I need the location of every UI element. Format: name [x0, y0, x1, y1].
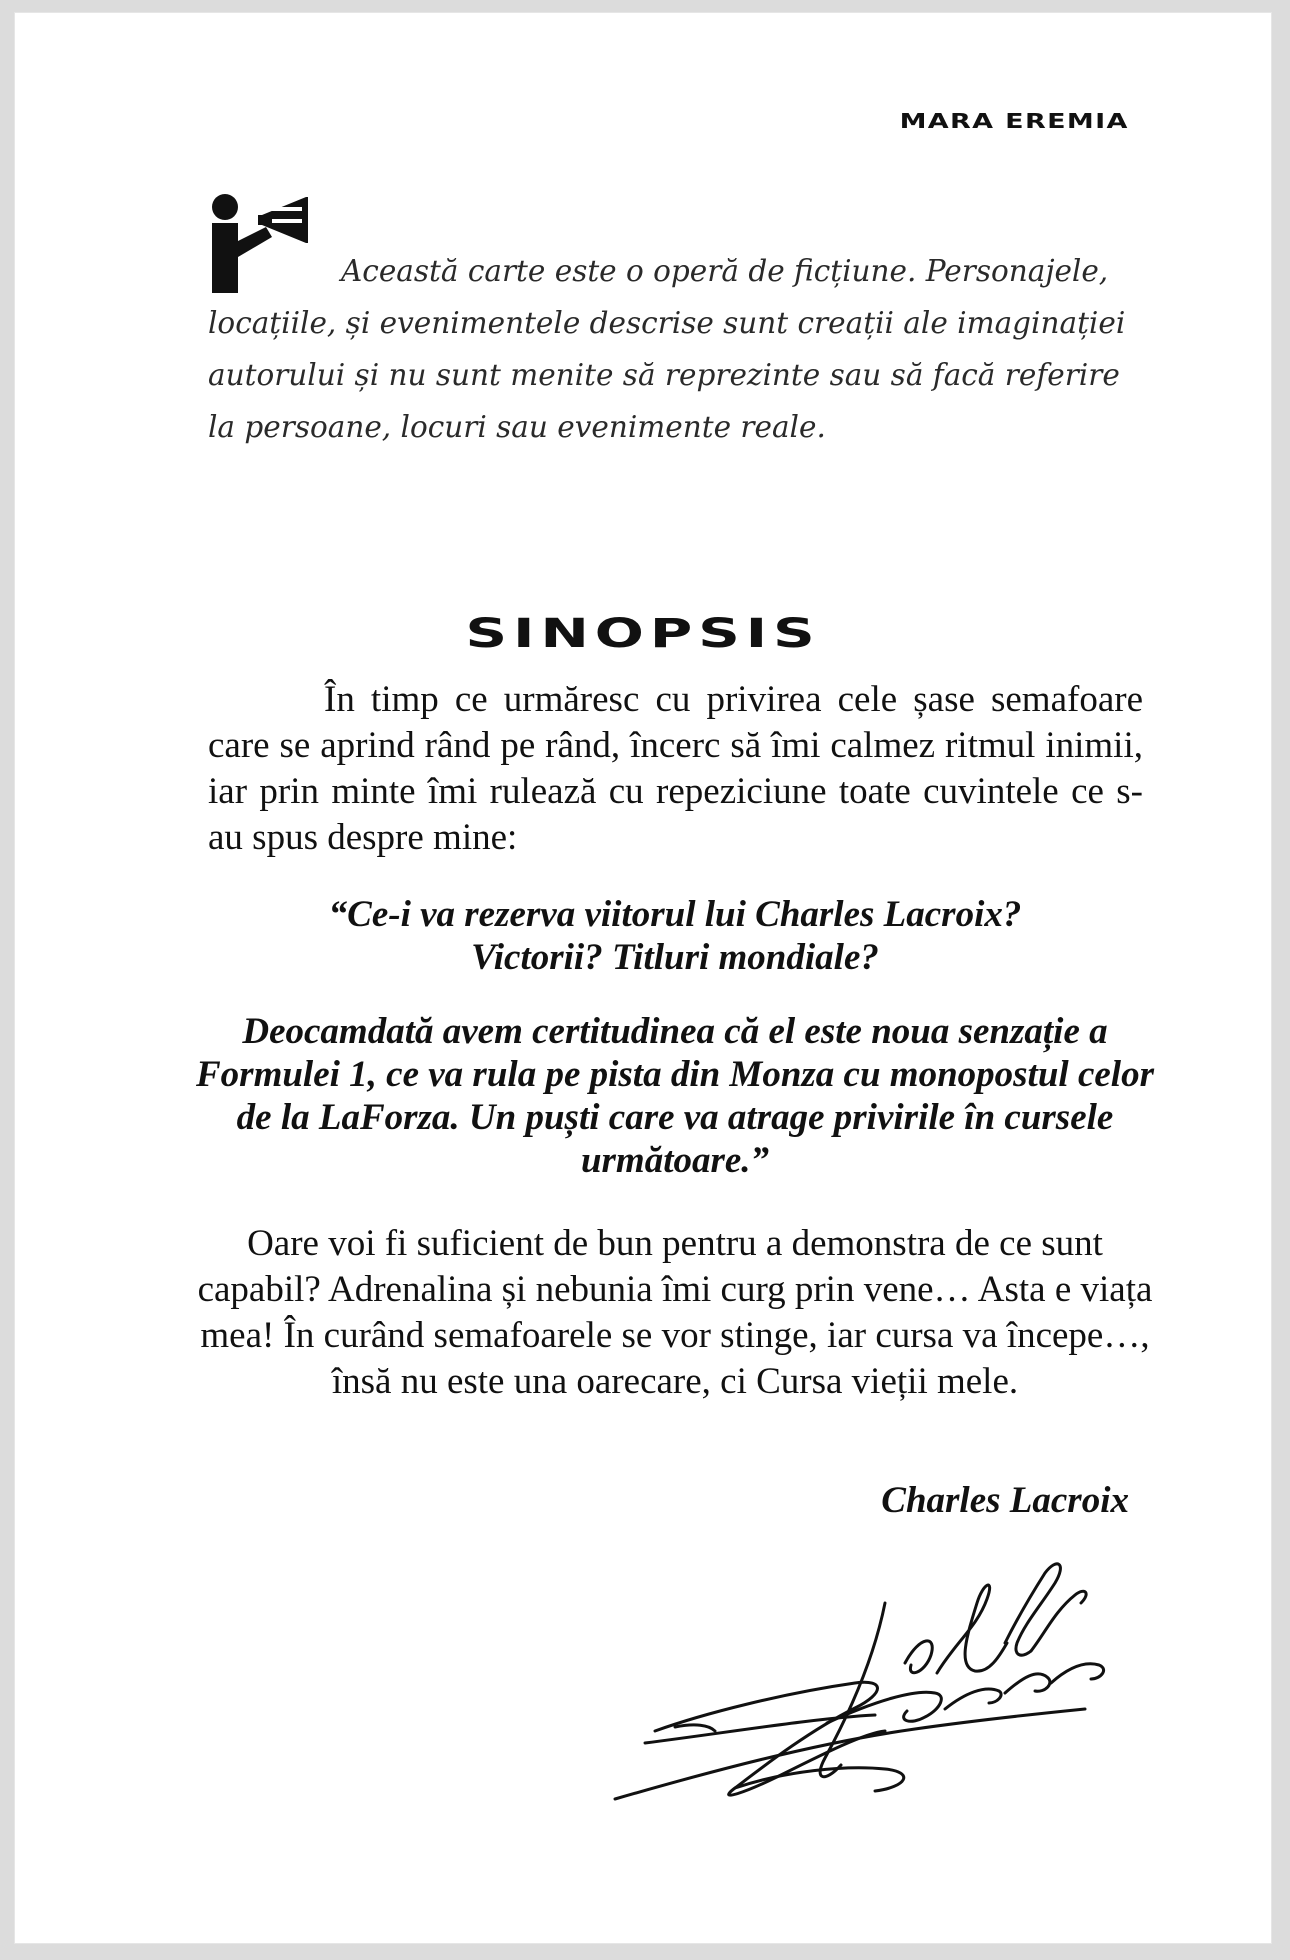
press-quote-question	[195, 893, 1155, 979]
megaphone-person-icon	[208, 193, 333, 293]
book-page	[14, 12, 1272, 1944]
author-header: MARA EREMIA	[899, 109, 1129, 133]
disclaimer-text: Această carte este o operă de ficțiune. Personajele, locațiile, și evenimentele descrise sunt creații ale imaginației autorului și nu sunt menite să reprezinte sau să facă referire la persoane, locuri sau evenimente reale.	[208, 254, 1126, 444]
signature-name: Charles Lacroix	[881, 1480, 1129, 1521]
handwritten-signature	[585, 1543, 1145, 1823]
press-quote-statement: Deocamdată avem certitudinea că el este noua senzație a Formulei 1, ce va rula pe pista din Monza cu monopostul celor de la LaForza. Un puști care va atrage privirile în cursele următoare.”	[196, 1011, 1154, 1181]
synopsis-intro: În timp ce urmăresc cu privirea cele șase semafoare care se aprind rând pe rând, încerc să îmi calmez ritmul inimii, iar prin minte îmi rulează cu repeziciune toate cuvintele ce s-au spus despre mine:	[208, 679, 1143, 858]
press-quote-line: “Ce-i va rezerva viitorul lui Charles Lacroix?	[328, 894, 1022, 935]
press-quote-line: Victorii? Titluri mondiale?	[471, 937, 879, 978]
synopsis-closing: Oare voi fi suficient de bun pentru a demonstra de ce sunt capabil? Adrenalina și nebunia îmi curg prin vene… Asta e viața mea! În curând semafoarele se vor stinge, iar cursa va începe…, însă nu este una oarecare, ci Cursa vieții mele.	[197, 1223, 1153, 1402]
synopsis-heading: SINOPSIS	[465, 611, 821, 657]
fiction-disclaimer	[208, 245, 1148, 453]
